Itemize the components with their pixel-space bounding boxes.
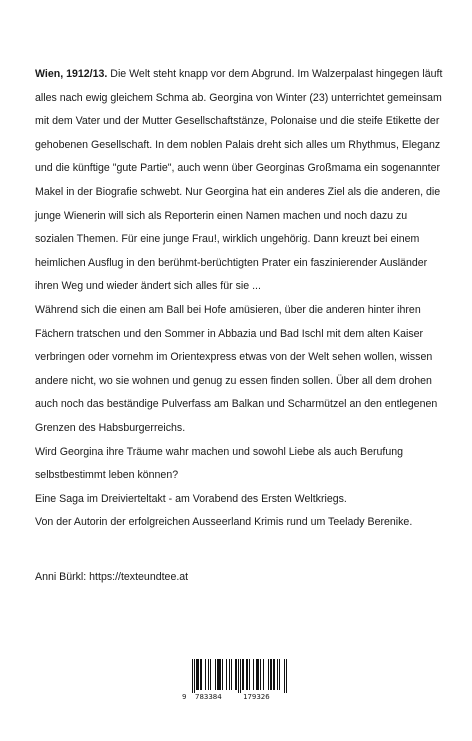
barcode-bar — [196, 659, 197, 690]
blurb-paragraph-1-text: Die Welt steht knapp vor dem Abgrund. Im Walzerpalast hingegen läuft alles nach ewig gleichem Schma ab. Georgina von Winter (23) unterrichtet gemeinsam mit dem Vater und der Mutter Gesellschaftstänze, Polonaise und die steife Etikette der gehobenen Gesellschaft. In dem noblen Palais dreht sich alles um Rhythmus, Eleganz und die künftige "gute Partie", auch wenn über Georginas Großmama ein sogenannter Makel in der Biografie schwebt. Nur Georgina hat ein anderes Ziel als die anderen, die junge Wienerin will sich als Reporterin einen Namen machen und noch dazu zu sozialen Themen. Für eine junge Frau!, wirklich ungehörig. Dann kreuzt bei einem heimlichen Ausflug in den berühmt-berüchtigten Prater ein faszinierender Ausländer ihren Weg und wieder ändert sich alles für sie ... — [35, 68, 443, 293]
barcode-bar — [210, 659, 211, 690]
barcode-bar — [226, 659, 227, 690]
barcode-bar — [218, 659, 219, 690]
author-website-line: Anni Bürkl: https://texteundtee.at — [35, 571, 189, 583]
barcode-bar — [219, 659, 220, 690]
barcode-bar — [220, 659, 221, 690]
blurb-paragraph-4: Eine Saga im Dreivierteltakt - am Vorabend des Ersten Weltkriegs. — [35, 492, 347, 505]
barcode-bar — [205, 659, 206, 690]
barcode-bar — [236, 659, 237, 690]
barcode-bar — [247, 659, 248, 690]
barcode-bar — [243, 659, 244, 690]
blurb-lead-place-date: Wien, 1912/13. — [35, 68, 108, 80]
barcode-bar — [197, 659, 198, 690]
barcode-right-digits: 179326 — [243, 692, 270, 701]
barcode-bar — [222, 659, 223, 690]
barcode-bar — [231, 659, 232, 690]
barcode-bar — [284, 659, 285, 693]
barcode-bar — [242, 659, 243, 690]
barcode-bar — [253, 659, 254, 690]
barcode-bar — [279, 659, 280, 690]
barcode-bar — [246, 659, 247, 690]
barcode-bar — [235, 659, 236, 690]
isbn-barcode — [182, 659, 289, 704]
barcode-bar — [194, 659, 195, 693]
barcode-bar — [240, 659, 241, 693]
barcode-bars — [182, 659, 289, 693]
barcode-bar — [270, 659, 271, 690]
barcode-left-digits: 783384 — [195, 692, 222, 701]
barcode-bar — [263, 659, 264, 690]
barcode-bar — [277, 659, 278, 690]
barcode-bar — [201, 659, 202, 690]
barcode-bar — [215, 659, 216, 690]
barcode-bar — [260, 659, 261, 690]
barcode-bar — [271, 659, 272, 690]
barcode-bar — [258, 659, 259, 690]
barcode-lead-digit: 9 — [182, 692, 187, 701]
barcode-bar — [217, 659, 218, 690]
barcode-bar — [257, 659, 258, 690]
barcode-bar — [268, 659, 269, 690]
barcode-bar — [208, 659, 209, 690]
blurb-paragraph-3: Wird Georgina ihre Träume wahr machen und sowohl Liebe als auch Berufung selbstbestimmt leben können? — [35, 445, 404, 482]
barcode-bar — [200, 659, 201, 690]
blurb-paragraph-1 — [35, 63, 445, 299]
barcode-bar — [249, 659, 250, 690]
barcode-bar — [192, 659, 193, 693]
blurb-paragraph-5: Von der Autorin der erfolgreichen Ausseerland Krimis rund um Teelady Berenike. — [35, 516, 413, 529]
barcode-bar — [274, 659, 275, 690]
blurb-text — [35, 63, 445, 535]
barcode-bar — [286, 659, 287, 693]
blurb-paragraph-2: Während sich die einen am Ball bei Hofe amüsieren, über die anderen hinter ihren Fächern tratschen und den Sommer in Abbazia und Bad Ischl mit dem alten Kaiser verbringen oder vornehm im Orientexpress etwas von der Welt sehen wollen, wissen andere nicht, wo sie wohnen und genug zu essen finden sollen. Über all dem drohen auch noch das beständige Pulverfass am Balkan und Scharmützel an den entlegenen Grenzen des Habsburgerreichs. — [35, 303, 438, 434]
barcode-bar — [229, 659, 230, 690]
barcode-bar — [238, 659, 239, 693]
barcode-bar — [256, 659, 257, 690]
barcode-bar — [273, 659, 274, 690]
barcode-bar — [198, 659, 199, 690]
